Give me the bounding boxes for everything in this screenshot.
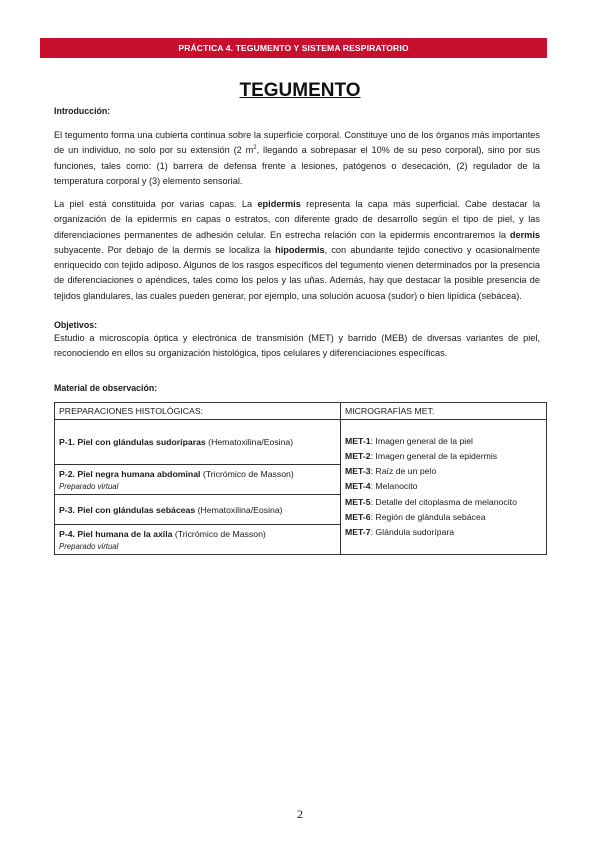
term-hipodermis: hipodermis [275,244,325,255]
prep-name: P-2. Piel negra humana abdominal [59,468,201,479]
prep-stain: (Hematoxilina/Eosina) [205,437,294,447]
objectives-heading: Objetivos: [54,320,98,330]
header-bar [40,38,547,58]
micrograph-code: MET-5 [345,496,371,507]
prep-cell [55,465,341,495]
micrograph-desc: : Glándula sudorípara [370,527,455,537]
prep-cell [55,420,341,465]
intro-p2-text-c: subyacente. Por debajo de la dermis se localiza la [54,244,276,255]
intro-p1-text-a: El tegumento forma una cubierta continua sobre la superficie corporal. Constituye uno de los órganos más importantes de un individuo, no solo por su extensión (2 m [54,130,540,156]
intro-p2-text-b: representa la capa más superficial. Cabe destacar la organización de la epidermis en capas o estratos, con diferente grado de desarrollo según el tipo de piel, y las diferenciaciones permanentes de adhesión celular. En estrecha relación con la epidermis encontraremos la [54,199,541,240]
material-heading: Material de observación: [54,383,158,393]
micrograph-desc: : Detalle del citoplasma de melanocito [370,496,517,507]
prep-name: P-1. Piel con glándulas sudoríparas [59,437,206,447]
micrograph-code: MET-1 [345,435,371,446]
prep-stain: (Tricrómico de Masson) [172,528,266,539]
micrograph-desc: : Región de glándula sebácea [370,511,486,522]
prep-stain: (Tricrómico de Masson) [200,468,294,479]
table-row [55,420,547,465]
objectives-text: Estudio a microscopía óptica y electrónica de transmisión (MET) y barrido (MEB) de diversas variantes de piel, reconociendo en ellos su organización histológica, tipos celulares y diferenciaciones específicas. [54,333,540,359]
micrograph-code: MET-2 [345,450,371,461]
micrographs-cell [341,420,547,555]
header-text: PRÁCTICA 4. TEGUMENTO Y SISTEMA RESPIRATORIO [178,43,409,53]
material-table [54,402,547,555]
micrograph-item [345,449,542,464]
col-header-micrographs: MICROGRAFÍAS MET: [341,403,547,420]
prep-cell [55,495,341,525]
micrograph-item [345,495,542,510]
prep-note: Preparado virtual [59,481,119,491]
intro-p1-superscript: 2 [253,145,257,152]
intro-paragraph-1 [54,128,540,189]
prep-cell [55,525,341,555]
micrograph-item [345,464,542,479]
intro-paragraph-2 [54,197,540,304]
intro-p2-text-a: La piel está constituida por varias capas. La [54,199,258,209]
prep-name: P-3. Piel con glándulas sebáceas [59,504,196,515]
col-header-preparations: PREPARACIONES HISTOLÓGICAS: [55,403,341,420]
micrograph-item [345,525,542,540]
intro-p1-text-b: , llegando a sobrepasar el 10% de su peso corporal), sino por sus funciones, tales como: (1) barrera de defensa frente a lesiones, patógenos o desecación, (2) regulador de la temperatura corporal y (3) elemento sensorial. [54,145,540,186]
prep-name: P-4. Piel humana de la axila [59,528,173,539]
micrograph-item [345,479,542,494]
term-dermis: dermis [509,229,540,240]
micrograph-desc: : Melanocito [370,481,418,492]
micrograph-code: MET-7 [345,527,371,537]
micrograph-code: MET-6 [345,511,371,522]
micrograph-item [345,510,542,525]
micrograph-desc: : Imagen general de la piel [370,435,473,446]
micrograph-code: MET-4 [345,481,371,492]
term-epidermis: epidermis [257,199,301,209]
intro-heading: Introducción: [54,106,111,116]
page-title: TEGUMENTO [239,80,361,101]
table-header-row [55,403,547,420]
micrograph-desc: : Raíz de un pelo [370,466,437,477]
prep-note: Preparado virtual [59,541,119,551]
intro-p2-text-d: , con abundante tejido conectivo y ocasionalmente enriquecido con tejido adiposo. Algunos de los rasgos específicos del tegumento vienen determinados por la presencia de diferenciaciones o apéndices, tales como los pelos y las uñas. Además, hay que destacar la posible presencia de tejidos glandulares, las cuales pueden generar, por ejemplo, una solución acuosa (sudor) o bien lipídica (sebácea). [54,244,540,301]
micrograph-code: MET-3 [345,466,371,477]
micrograph-item [345,434,542,449]
prep-stain: (Hematoxilina/Eosina) [195,504,283,515]
micrograph-desc: : Imagen general de la epidermis [370,450,498,461]
page-number: 2 [297,807,303,821]
